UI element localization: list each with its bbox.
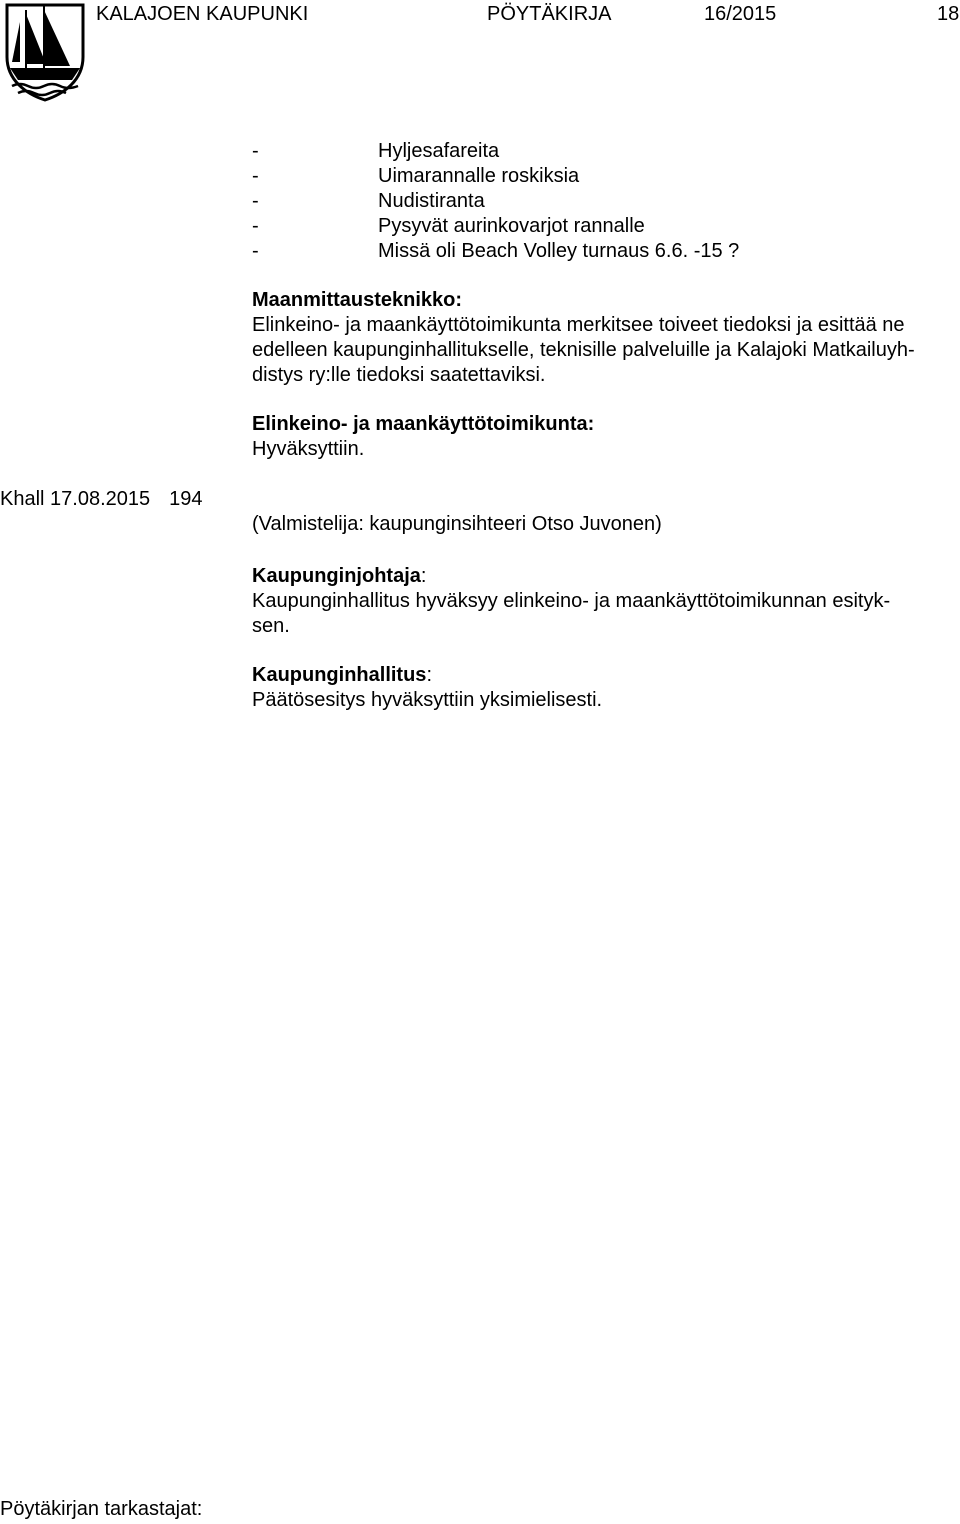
committee-section [252,412,958,462]
bullet-dash: - [252,190,259,212]
bullet-text: Uimarannalle roskiksia [378,165,580,187]
bullet-text: Pysyvät aurinkovarjot rannalle [378,215,645,237]
bullet-dash: - [252,140,259,162]
mayor-heading: Kaupunginjohtaja [252,565,421,587]
bullet-text: Nudistiranta [378,190,485,212]
mayor-text-line: Kaupunginhallitus hyväksyy elinkeino- ja maankäyttötoimikunnan esityk- [252,590,891,612]
page-number: 18 [937,3,960,25]
document-number: 16/2015 [704,3,777,25]
preparer-text: (Valmistelija: kaupunginsihteeri Otso Juvonen) [252,513,662,535]
meeting-date-label: Khall 17.08.2015 [0,488,151,510]
organization-name: KALAJOEN KAUPUNKI [96,3,309,25]
bullet-dash: - [252,240,259,262]
list-item [252,189,952,214]
surveyor-text-line: distys ry:lle tiedoksi saatettaviksi. [252,364,546,386]
ship-coat-of-arms-icon [4,2,86,102]
mayor-section [252,564,958,639]
list-item [252,139,952,164]
mayor-text-line: sen. [252,615,290,637]
bullet-text: Missä oli Beach Volley turnaus 6.6. -15 ? [378,240,740,262]
board-heading-colon: : [426,664,432,686]
section-number: 194 [169,488,203,510]
board-decision: Päätösesitys hyväksyttiin yksimielisesti. [252,689,603,711]
bullet-list [252,139,952,264]
list-item [252,164,952,189]
bullet-dash: - [252,165,259,187]
preparer-section [252,512,958,537]
committee-decision: Hyväksyttiin. [252,438,365,460]
mayor-heading-colon: : [420,565,427,587]
board-heading-line [252,663,958,688]
surveyor-text-line: Elinkeino- ja maankäyttötoimikunta merkitsee toiveet tiedoksi ja esittää ne [252,314,905,336]
surveyor-section [252,288,958,388]
list-item [252,239,952,264]
document-type: PÖYTÄKIRJA [487,3,612,25]
meeting-reference [0,487,203,512]
board-heading: Kaupunginhallitus [252,664,427,686]
bullet-text: Hyljesafareita [378,140,500,162]
minutes-reviewers-label: Pöytäkirjan tarkastajat: [0,1498,203,1520]
bullet-dash: - [252,215,259,237]
committee-heading: Elinkeino- ja maankäyttötoimikunta: [252,413,595,435]
mayor-heading-line [252,564,958,589]
surveyor-text-line: edelleen kaupunginhallitukselle, teknisille palveluille ja Kalajoki Matkailuyh- [252,339,915,361]
list-item [252,214,952,239]
surveyor-heading: Maanmittausteknikko: [252,289,463,311]
board-section [252,663,958,713]
